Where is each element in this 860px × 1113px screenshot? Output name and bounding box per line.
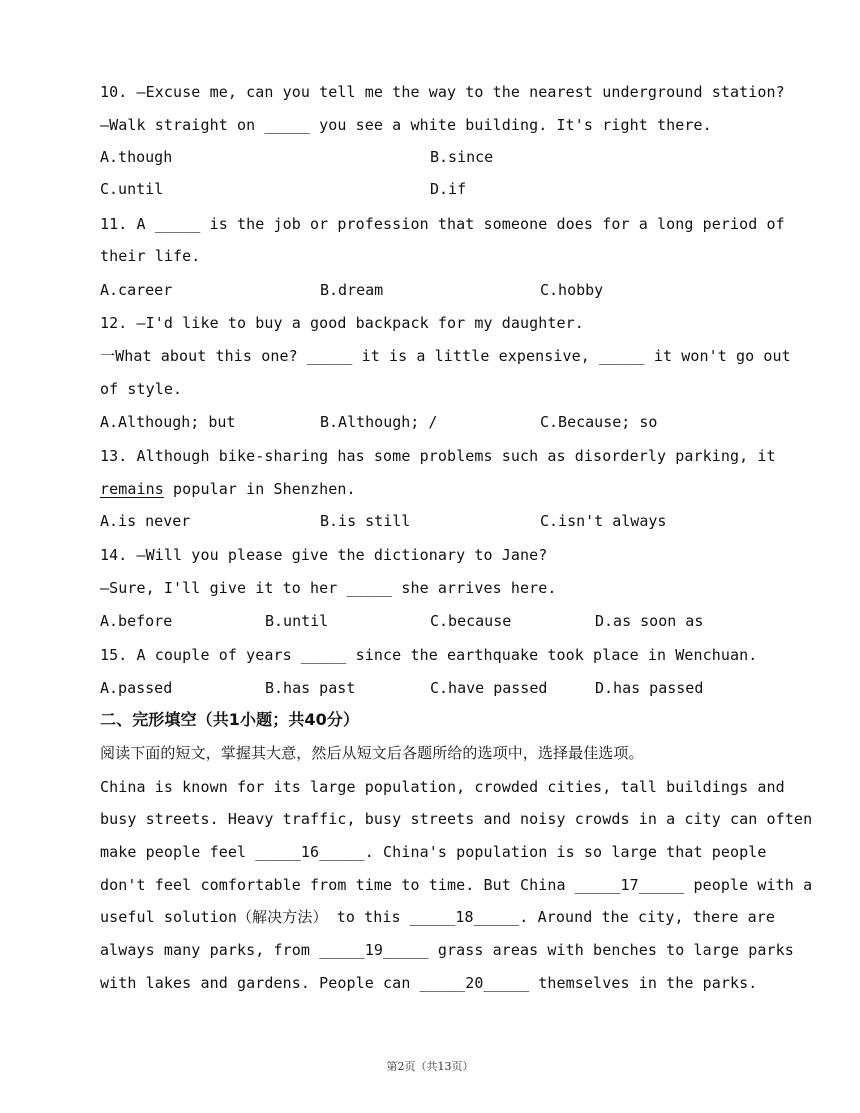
underlined-word: remains: [100, 480, 164, 498]
question-11-line-1: 11. A _____ is the job or profession that someone does for a long period of: [100, 215, 785, 233]
question-12-line-3: of style.: [100, 380, 183, 398]
passage-line-6: always many parks, from _____19_____ grass areas with benches to large parks: [100, 941, 794, 959]
question-15-line-1: 15. A couple of years _____ since the earthquake took place in Wenchuan.: [100, 646, 758, 664]
question-11-option-b: B.dream: [320, 281, 384, 299]
question-12-line-2: 一What about this one? _____ it is a little expensive, _____ it won't go out: [100, 347, 791, 365]
question-13-line-2-rest: popular in Shenzhen.: [163, 480, 356, 498]
question-12-option-a: A.Although; but: [100, 413, 236, 431]
question-14-option-a: A.before: [100, 612, 173, 630]
question-11-option-c: C.hobby: [540, 281, 604, 299]
section-instruction: 阅读下面的短文，掌握其大意，然后从短文后各题所给的选项中，选择最佳选项。: [100, 744, 644, 762]
question-10-option-d: D.if: [430, 180, 467, 198]
question-14-line-1: 14. —Will you please give the dictionary to Jane?: [100, 546, 548, 564]
question-15-option-a: A.passed: [100, 679, 173, 697]
passage-line-1: China is known for its large population, crowded cities, tall buildings and: [100, 778, 785, 796]
question-10-option-b: B.since: [430, 148, 494, 166]
question-12-option-c: C.Because; so: [540, 413, 658, 431]
question-12-option-b: B.Although; /: [320, 413, 438, 431]
question-10-option-a: A.though: [100, 148, 173, 166]
page-footer: 第2页（共13页）: [386, 1060, 474, 1073]
question-10-line-1: 10. —Excuse me, can you tell me the way to the nearest underground station?: [100, 83, 785, 101]
question-14-line-2: —Sure, I'll give it to her _____ she arrives here.: [100, 579, 557, 597]
question-11-option-a: A.career: [100, 281, 173, 299]
question-14-option-b: B.until: [265, 612, 329, 630]
passage-line-3: make people feel _____16_____. China's population is so large that people: [100, 843, 767, 861]
question-14-option-d: D.as soon as: [595, 612, 704, 630]
question-13-option-a: A.is never: [100, 512, 191, 530]
question-10-option-c: C.until: [100, 180, 164, 198]
question-13-line-2: [100, 479, 764, 499]
question-10-line-2: —Walk straight on _____ you see a white building. It's right there.: [100, 116, 712, 134]
question-13-option-b: B.is still: [320, 512, 411, 530]
question-14-option-c: C.because: [430, 612, 512, 630]
passage-line-5: useful solution（解决方法） to this _____18_____. Around the city, there are: [100, 908, 775, 926]
question-11-line-2: their life.: [100, 247, 201, 265]
passage-line-2: busy streets. Heavy traffic, busy streets and noisy crowds in a city can often: [100, 810, 813, 828]
question-13-line-1: 13. Although bike-sharing has some problems such as disorderly parking, it: [100, 447, 776, 465]
passage-line-7: with lakes and gardens. People can _____20_____ themselves in the parks.: [100, 974, 758, 992]
question-15-option-c: C.have passed: [430, 679, 548, 697]
question-15-option-b: B.has past: [265, 679, 356, 697]
question-13-option-c: C.isn't always: [540, 512, 667, 530]
passage-line-4: don't feel comfortable from time to time. But China _____17_____ people with a: [100, 876, 813, 894]
section-title: 二、完形填空（共1小题；共40分）: [100, 710, 360, 729]
question-12-line-1: 12. —I'd like to buy a good backpack for my daughter.: [100, 314, 584, 332]
question-15-option-d: D.has passed: [595, 679, 704, 697]
